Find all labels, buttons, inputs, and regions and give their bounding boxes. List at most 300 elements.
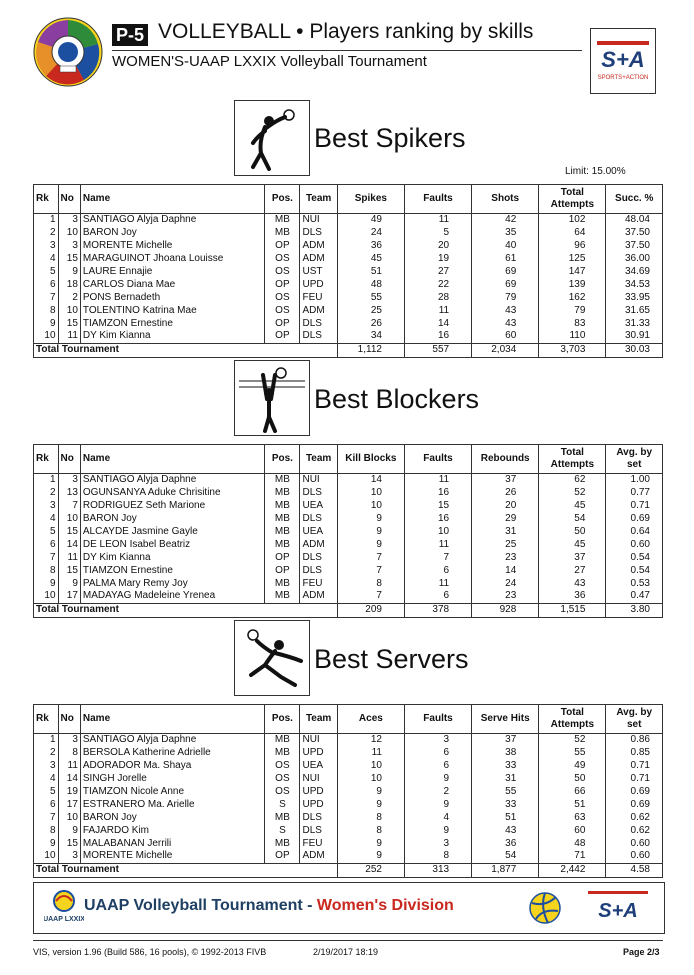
footer-page-number: Page 2/3 [623,947,660,957]
limit-label: Limit: 15.00% [565,166,626,177]
table-cell: BERSOLA Katherine Adrielle [80,747,264,760]
table-cell: NUI [300,773,337,786]
table-cell: LAURE Ennajie [80,266,264,279]
table-cell: 5 [34,786,59,799]
table-cell: ADM [300,253,337,266]
table-cell: DLS [300,811,337,824]
table-cell: 69 [472,278,539,291]
table-cell: 9 [34,577,59,590]
table-cell: UPD [300,278,337,291]
total-cell: 928 [472,603,539,617]
table-cell: FEU [300,577,337,590]
table-cell: OP [265,240,300,253]
table-cell: 0.54 [606,551,663,564]
volleyball-icon [528,891,562,925]
table-cell: 51 [337,266,404,279]
table-cell: 9 [337,786,404,799]
table-cell: MB [265,577,300,590]
table-cell: 11 [404,538,471,551]
table-cell: BARON Joy [80,811,264,824]
table-cell: 7 [404,551,471,564]
total-cell: 2,442 [539,863,606,877]
table-cell: 0.69 [606,798,663,811]
table-cell: 8 [404,850,471,863]
table-cell: 10 [337,500,404,513]
table-cell: 22 [404,278,471,291]
table-cell: SINGH Jorelle [80,773,264,786]
table-cell: DLS [300,330,337,343]
table-cell: 64 [539,227,606,240]
table-cell: OGUNSANYA Aduke Chrisitine [80,487,264,500]
table-cell: 23 [472,590,539,603]
table-cell: 43 [472,824,539,837]
table-row [34,500,663,513]
table-cell: 55 [539,747,606,760]
table-cell: 2 [404,786,471,799]
table-cell: 2 [34,227,59,240]
table-cell: 9 [58,577,80,590]
table-cell: 20 [472,500,539,513]
table-cell: 1 [34,214,59,227]
total-cell: 313 [404,863,471,877]
table-cell: 10 [58,304,80,317]
table-cell: 14 [337,474,404,487]
table-cell: 36 [539,590,606,603]
table-cell: SANTIAGO Alyja Daphne [80,214,264,227]
table-cell: NUI [300,474,337,487]
col-header: Total Attempts [539,705,606,734]
table-cell: ESTRANERO Ma. Arielle [80,798,264,811]
table-cell: 2 [34,487,59,500]
table-cell: OP [265,278,300,291]
table-cell: 11 [58,551,80,564]
table-cell: 79 [539,304,606,317]
table-cell: 162 [539,291,606,304]
table-cell: 17 [58,798,80,811]
table-cell: MB [265,214,300,227]
table-row [34,760,663,773]
table-cell: 38 [472,747,539,760]
table-cell: 0.60 [606,850,663,863]
col-header: Spikes [337,185,404,214]
table-cell: 26 [472,487,539,500]
table-cell: 14 [58,538,80,551]
table-cell: BARON Joy [80,513,264,526]
table-cell: 16 [404,513,471,526]
total-row [34,863,663,877]
table-cell: DLS [300,564,337,577]
table-row [34,564,663,577]
spikers-title: Best Spikers [314,123,466,153]
col-header: Team [300,185,337,214]
table-cell: 45 [539,500,606,513]
table-cell: 10 [58,227,80,240]
table-cell: 0.47 [606,590,663,603]
table-cell: 125 [539,253,606,266]
table-cell: 35 [472,227,539,240]
table-row [34,526,663,539]
table-cell: 31.65 [606,304,663,317]
table-cell: 69 [472,266,539,279]
table-cell: 63 [539,811,606,824]
table-cell: 9 [337,526,404,539]
table-cell: BARON Joy [80,227,264,240]
table-cell: OP [265,330,300,343]
table-cell: TOLENTINO Katrina Mae [80,304,264,317]
table-cell: 4 [34,773,59,786]
table-cell: ALCAYDE Jasmine Gayle [80,526,264,539]
table-row [34,747,663,760]
table-cell: MARAGUINOT Jhoana Louisse [80,253,264,266]
table-row [34,850,663,863]
table-cell: 10 [337,773,404,786]
table-cell: MB [265,500,300,513]
total-cell: 3.80 [606,603,663,617]
table-cell: 31.33 [606,317,663,330]
table-cell: 0.54 [606,564,663,577]
blockers-table [33,444,663,618]
table-cell: TIAMZON Nicole Anne [80,786,264,799]
table-cell: 4 [404,811,471,824]
table-cell: 34.53 [606,278,663,291]
table-cell: 43 [539,577,606,590]
table-cell: UPD [300,786,337,799]
table-cell: DY Kim Kianna [80,330,264,343]
table-cell: 15 [404,500,471,513]
total-cell: 2,034 [472,343,539,357]
table-cell: 9 [337,798,404,811]
table-cell: 15 [58,253,80,266]
table-cell: 15 [58,526,80,539]
footer-version: VIS, version 1.96 (Build 586, 16 pools), © 1992-2013 FIVB [33,947,267,957]
col-header: Avg. by set [606,705,663,734]
table-row [34,590,663,603]
table-cell: 19 [58,786,80,799]
table-cell: DLS [300,317,337,330]
table-cell: 17 [58,590,80,603]
table-row [34,798,663,811]
table-cell: MB [265,811,300,824]
serve-pictogram-icon [234,620,310,696]
table-cell: 14 [472,564,539,577]
table-cell: 11 [404,214,471,227]
col-header: No [58,705,80,734]
col-header: Kill Blocks [337,445,404,474]
spikers-table [33,184,663,358]
table-row [34,291,663,304]
table-cell: OP [265,317,300,330]
col-header: Rk [34,185,59,214]
total-cell: 1,877 [472,863,539,877]
table-cell: TIAMZON Ernestine [80,317,264,330]
table-cell: 83 [539,317,606,330]
table-cell: 3 [58,850,80,863]
table-cell: ADM [300,304,337,317]
table-cell: 14 [58,773,80,786]
table-cell: OS [265,266,300,279]
table-cell: 45 [337,253,404,266]
table-cell: 147 [539,266,606,279]
table-cell: 8 [34,304,59,317]
total-cell: 4.58 [606,863,663,877]
table-cell: PALMA Mary Remy Joy [80,577,264,590]
table-cell: MADAYAG Madeleine Yrenea [80,590,264,603]
total-label: Total Tournament [34,343,338,357]
table-cell: OP [265,850,300,863]
table-row [34,734,663,747]
table-row [34,538,663,551]
total-cell: 209 [337,603,404,617]
table-cell: 8 [34,564,59,577]
table-cell: 50 [539,773,606,786]
table-cell: 15 [58,317,80,330]
table-cell: MB [265,734,300,747]
table-cell: 45 [539,538,606,551]
spike-pictogram-icon [234,100,310,176]
table-cell: 51 [539,798,606,811]
table-cell: 9 [337,538,404,551]
table-cell: 42 [472,214,539,227]
banner-title-main: UAAP Volleyball Tournament - [84,897,317,914]
table-cell: MB [265,513,300,526]
table-row [34,513,663,526]
blockers-title: Best Blockers [314,384,480,414]
servers-title: Best Servers [314,644,469,674]
table-cell: NUI [300,214,337,227]
col-header: Rk [34,705,59,734]
table-cell: 49 [337,214,404,227]
table-cell: 0.60 [606,538,663,551]
table-cell: 3 [58,240,80,253]
table-cell: UEA [300,500,337,513]
table-cell: OS [265,760,300,773]
table-cell: PONS Bernadeth [80,291,264,304]
total-cell: 252 [337,863,404,877]
table-cell: 25 [472,538,539,551]
table-cell: 11 [404,577,471,590]
table-cell: 7 [337,551,404,564]
table-cell: 9 [58,824,80,837]
table-cell: 60 [472,330,539,343]
table-row [34,487,663,500]
table-cell: 9 [34,837,59,850]
col-header: Shots [472,185,539,214]
table-cell: 3 [404,734,471,747]
table-row [34,317,663,330]
table-cell: 9 [337,837,404,850]
table-cell: 13 [58,487,80,500]
col-header: Pos. [265,185,300,214]
servers-table [33,704,663,878]
table-cell: 19 [404,253,471,266]
total-cell: 1,515 [539,603,606,617]
banner-title-accent: Women's Division [316,897,454,914]
table-cell: ADM [300,590,337,603]
table-cell: 139 [539,278,606,291]
table-cell: 10 [58,811,80,824]
table-cell: UEA [300,760,337,773]
table-cell: 10 [34,590,59,603]
table-row [34,786,663,799]
table-cell: 20 [404,240,471,253]
col-header: Faults [404,705,471,734]
table-cell: MB [265,526,300,539]
table-cell: DLS [300,227,337,240]
table-cell: MB [265,837,300,850]
table-cell: 2 [58,291,80,304]
table-cell: 1 [34,734,59,747]
table-cell: 5 [34,266,59,279]
table-cell: 7 [58,500,80,513]
table-row [34,811,663,824]
table-cell: NUI [300,734,337,747]
table-cell: 11 [404,304,471,317]
table-cell: 66 [539,786,606,799]
table-cell: 3 [58,474,80,487]
table-cell: MALABANAN Jerrili [80,837,264,850]
banner-title [84,897,454,915]
table-cell: 40 [472,240,539,253]
table-cell: 7 [337,590,404,603]
total-row [34,343,663,357]
table-cell: 7 [337,564,404,577]
table-cell: 8 [337,824,404,837]
table-cell: 10 [337,760,404,773]
page-title: VOLLEYBALL • Players ranking by skills [158,20,534,43]
tournament-banner [33,882,665,934]
total-label: Total Tournament [34,603,338,617]
svg-text:S+A: S+A [598,900,638,922]
col-header: Total Attempts [539,445,606,474]
table-cell: 0.62 [606,824,663,837]
table-cell: 54 [472,850,539,863]
table-cell: 43 [472,317,539,330]
table-cell: DLS [300,487,337,500]
table-cell: 60 [539,824,606,837]
table-cell: 55 [337,291,404,304]
table-cell: S [265,798,300,811]
uaap-logo [32,16,104,88]
table-cell: 49 [539,760,606,773]
block-pictogram-icon [234,360,310,436]
table-cell: UPD [300,747,337,760]
table-cell: 36 [337,240,404,253]
table-cell: 48.04 [606,214,663,227]
total-cell: 1,112 [337,343,404,357]
table-cell: 4 [34,513,59,526]
table-cell: 9 [337,513,404,526]
col-header: Name [80,705,264,734]
table-cell: 9 [337,850,404,863]
table-cell: 33 [472,798,539,811]
table-cell: MB [265,474,300,487]
table-cell: MB [265,227,300,240]
table-cell: DLS [300,551,337,564]
table-cell: CARLOS Diana Mae [80,278,264,291]
table-cell: 25 [337,304,404,317]
uaap-lxxix-logo [44,887,84,929]
table-cell: 28 [404,291,471,304]
table-cell: 11 [58,330,80,343]
table-cell: UST [300,266,337,279]
col-header: Rk [34,445,59,474]
banner-logo-text: UAAP LXXIX [44,916,84,923]
total-cell: 3,703 [539,343,606,357]
table-cell: 0.71 [606,773,663,786]
banner-sports-action-logo [582,889,654,927]
table-cell: RODRIGUEZ Seth Marione [80,500,264,513]
table-cell: UEA [300,526,337,539]
table-cell: 110 [539,330,606,343]
table-cell: 51 [472,811,539,824]
table-cell: 0.71 [606,760,663,773]
table-cell: 8 [337,577,404,590]
table-cell: 7 [34,811,59,824]
table-row [34,837,663,850]
table-cell: SANTIAGO Alyja Daphne [80,734,264,747]
col-header: Pos. [265,705,300,734]
col-header: Name [80,185,264,214]
table-cell: 0.86 [606,734,663,747]
table-cell: 27 [404,266,471,279]
sports-action-logo [590,28,656,94]
table-cell: DLS [300,513,337,526]
table-cell: 8 [34,824,59,837]
table-cell: OS [265,773,300,786]
table-cell: 11 [337,747,404,760]
table-cell: 16 [404,330,471,343]
table-cell: 5 [34,526,59,539]
table-cell: 0.69 [606,513,663,526]
table-cell: 3 [34,760,59,773]
table-cell: FEU [300,291,337,304]
table-cell: MB [265,538,300,551]
table-cell: MB [265,590,300,603]
table-cell: 34 [337,330,404,343]
table-cell: FAJARDO Kim [80,824,264,837]
col-header: Aces [337,705,404,734]
table-cell: 3 [58,734,80,747]
table-cell: 16 [404,487,471,500]
table-cell: 55 [472,786,539,799]
table-row [34,330,663,343]
table-cell: 71 [539,850,606,863]
table-cell: UPD [300,798,337,811]
table-cell: 6 [404,564,471,577]
table-cell: FEU [300,837,337,850]
table-cell: 0.71 [606,500,663,513]
col-header: Faults [404,445,471,474]
table-cell: 48 [337,278,404,291]
table-cell: 10 [58,513,80,526]
table-cell: 14 [404,317,471,330]
table-cell: 12 [337,734,404,747]
table-cell: 11 [58,760,80,773]
table-cell: ADM [300,240,337,253]
col-header: Avg. by set [606,445,663,474]
table-cell: 9 [404,798,471,811]
table-cell: 10 [34,330,59,343]
col-header: Name [80,445,264,474]
table-cell: 8 [337,811,404,824]
table-cell: MB [265,487,300,500]
table-cell: 54 [539,513,606,526]
table-row [34,577,663,590]
col-header: Faults [404,185,471,214]
col-header: Pos. [265,445,300,474]
col-header: Serve Hits [472,705,539,734]
table-row [34,773,663,786]
